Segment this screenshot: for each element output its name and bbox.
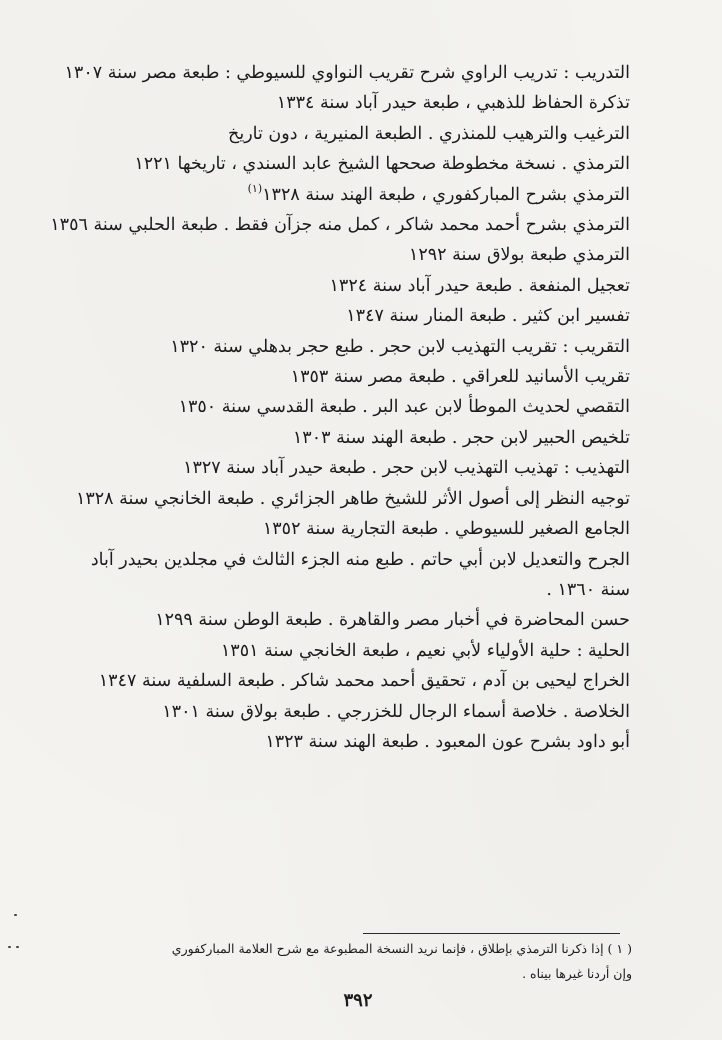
bib-entry: الترمذي طبعة بولاق سنة ١٢٩٢ [408,245,630,266]
bib-entry: التقصي لحديث الموطأ لابن عبد البر . طبعة القدسي سنة ١٣٥٠ [178,397,630,418]
bib-entry: الحلية : حلية الأولياء لأبي نعيم ، طبعة الخانجي سنة ١٣٥١ [220,640,630,661]
bib-entry: توجيه النظر إلى أصول الأثر للشيخ طاهر الجزائري . طبعة الخانجي سنة ١٣٢٨ [75,488,630,509]
bib-entry: الجرح والتعديل لابن أبي حاتم . طبع منه الجزء الثالث في مجلدين بحيدر آباد [90,549,630,570]
footnote [72,936,632,986]
scan-speck [16,946,19,948]
bib-entry: التقريب : تقريب التهذيب لابن حجر . طبع حجر بدهلي سنة ١٣٢٠ [170,336,630,357]
bib-entry: الجامع الصغير للسيوطي . طبعة التجارية سنة ١٣٥٢ [262,519,630,540]
bib-entry: تلخيص الحبير لابن حجر . طبعة الهند سنة ١٣٠٣ [292,427,630,448]
page-number: ٣٩٢ [343,990,373,1011]
bib-entry: الخلاصة . خلاصة أسماء الرجال للخزرجي . طبعة بولاق سنة ١٣٠١ [162,701,630,722]
bib-entry: تفسير ابن كثير . طبعة المنار سنة ١٣٤٧ [346,306,630,327]
bib-entry: تقريب الأسانيد للعراقي . طبعة مصر سنة ١٣٥٣ [290,367,630,388]
bib-entry: أبو داود بشرح عون المعبود . طبعة الهند سنة ١٣٢٣ [265,731,630,752]
bib-entry: التدريب : تدريب الراوي شرح تقريب النواوي للسيوطي : طبعة مصر سنة ١٣٠٧ [64,63,630,83]
footnote-divider [363,933,620,934]
bib-entry: الترغيب والترهيب للمنذري . الطبعة المنيرية ، دون تاريخ [228,123,630,144]
bib-entry: الترمذي بشرح أحمد محمد شاكر ، كمل منه جزآن فقط . طبعة الحلبي سنة ١٣٥٦ [50,215,630,236]
bib-entry-text: الترمذي بشرح المباركفوري ، طبعة الهند سنة ١٣٢٨ [262,184,630,205]
scan-speck [14,914,17,916]
footnote-marker: (١) [247,181,263,195]
bib-entry: التهذيب : تهذيب التهذيب لابن حجر . طبعة حيدر آباد سنة ١٣٢٧ [183,458,630,479]
bib-entry-with-footnote [70,180,630,210]
scan-speck [8,946,11,948]
bib-entry: حسن المحاضرة في أخبار مصر والقاهرة . طبعة الوطن سنة ١٢٩٩ [155,610,630,631]
bib-entry: تعجيل المنفعة . طبعة حيدر آباد سنة ١٣٢٤ [329,275,630,296]
footnote-line: وإن أردنا غيرها بيناه . [522,966,632,981]
footnote-line: ( ١ ) إذا ذكرنا الترمذي بإطلاق ، فإنما نريد النسخة المطبوعة مع شرح العلامة المباركفوري [171,941,632,956]
bibliography-list [50,58,630,757]
bib-entry: الترمذي . نسخة مخطوطة صححها الشيخ عابد السندي ، تاريخها ١٢٢١ [134,154,630,175]
bib-entry: الخراج ليحيى بن آدم ، تحقيق أحمد محمد شاكر . طبعة السلفية سنة ١٣٤٧ [98,671,630,692]
bib-entry: تذكرة الحفاظ للذهبي ، طبعة حيدر آباد سنة ١٣٣٤ [276,93,630,114]
bib-entry-continuation: سنة ١٣٦٠ . [546,579,630,600]
